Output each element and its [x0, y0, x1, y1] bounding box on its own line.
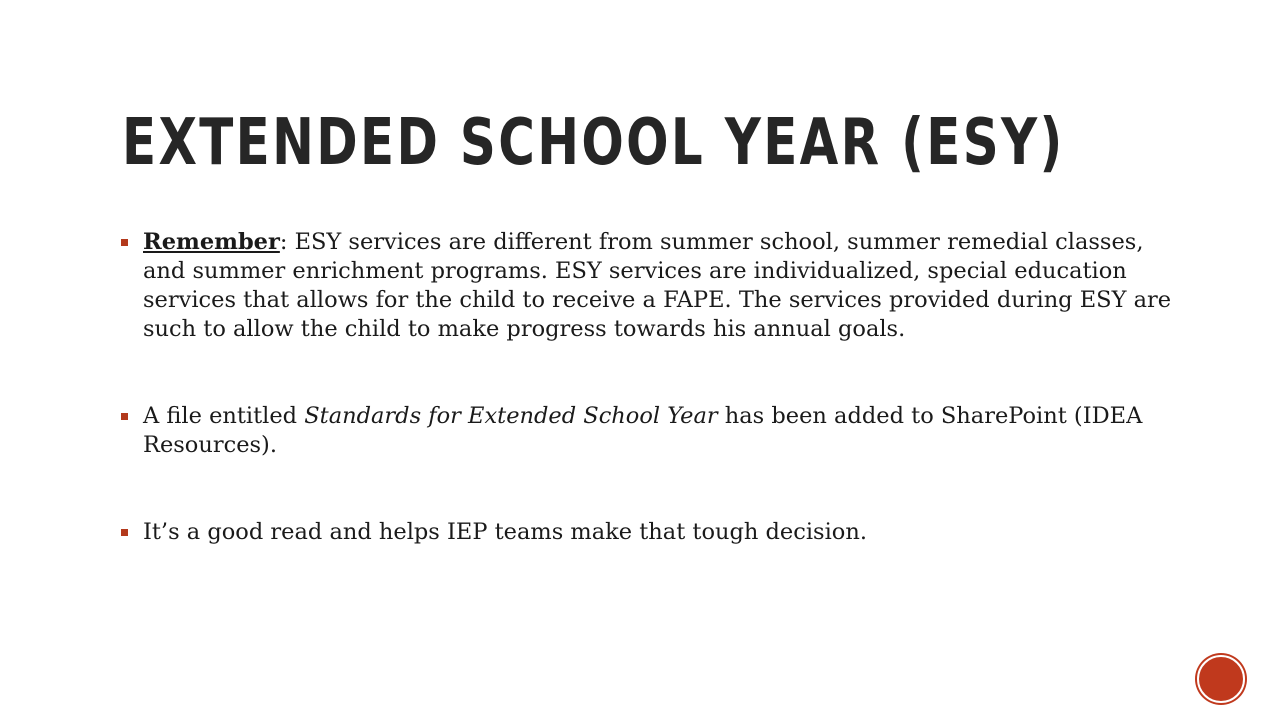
bullet-text: It’s a good read and helps IEP teams make that tough decision. [143, 519, 867, 545]
document-title: Standards for Extended School Year [304, 403, 718, 429]
bullet-list [120, 228, 1180, 547]
square-bullet-icon [121, 529, 128, 536]
bullet-item-remember [120, 228, 1180, 344]
slide-number-badge [1197, 655, 1245, 703]
bullet-text-after: has been added to SharePoint (IDEA Resources). [143, 403, 1143, 458]
bullet-item-good-read [120, 518, 1180, 547]
bullet-term: Remember [143, 229, 280, 255]
bullet-text-before: A file entitled [143, 403, 305, 429]
square-bullet-icon [121, 413, 128, 420]
square-bullet-icon [121, 239, 128, 246]
bullet-text: : ESY services are different from summer school, summer remedial classes, and summer enrichment programs. ESY services are individualized, special education services that allows for the child to receive a FAPE. The services provided during ESY are such to allow the child to make progress towards his annual goals. [143, 229, 1172, 342]
slide-title: EXTENDED SCHOOL YEAR (ESY) [122, 106, 1065, 180]
bullet-item-standards-file [120, 402, 1180, 460]
